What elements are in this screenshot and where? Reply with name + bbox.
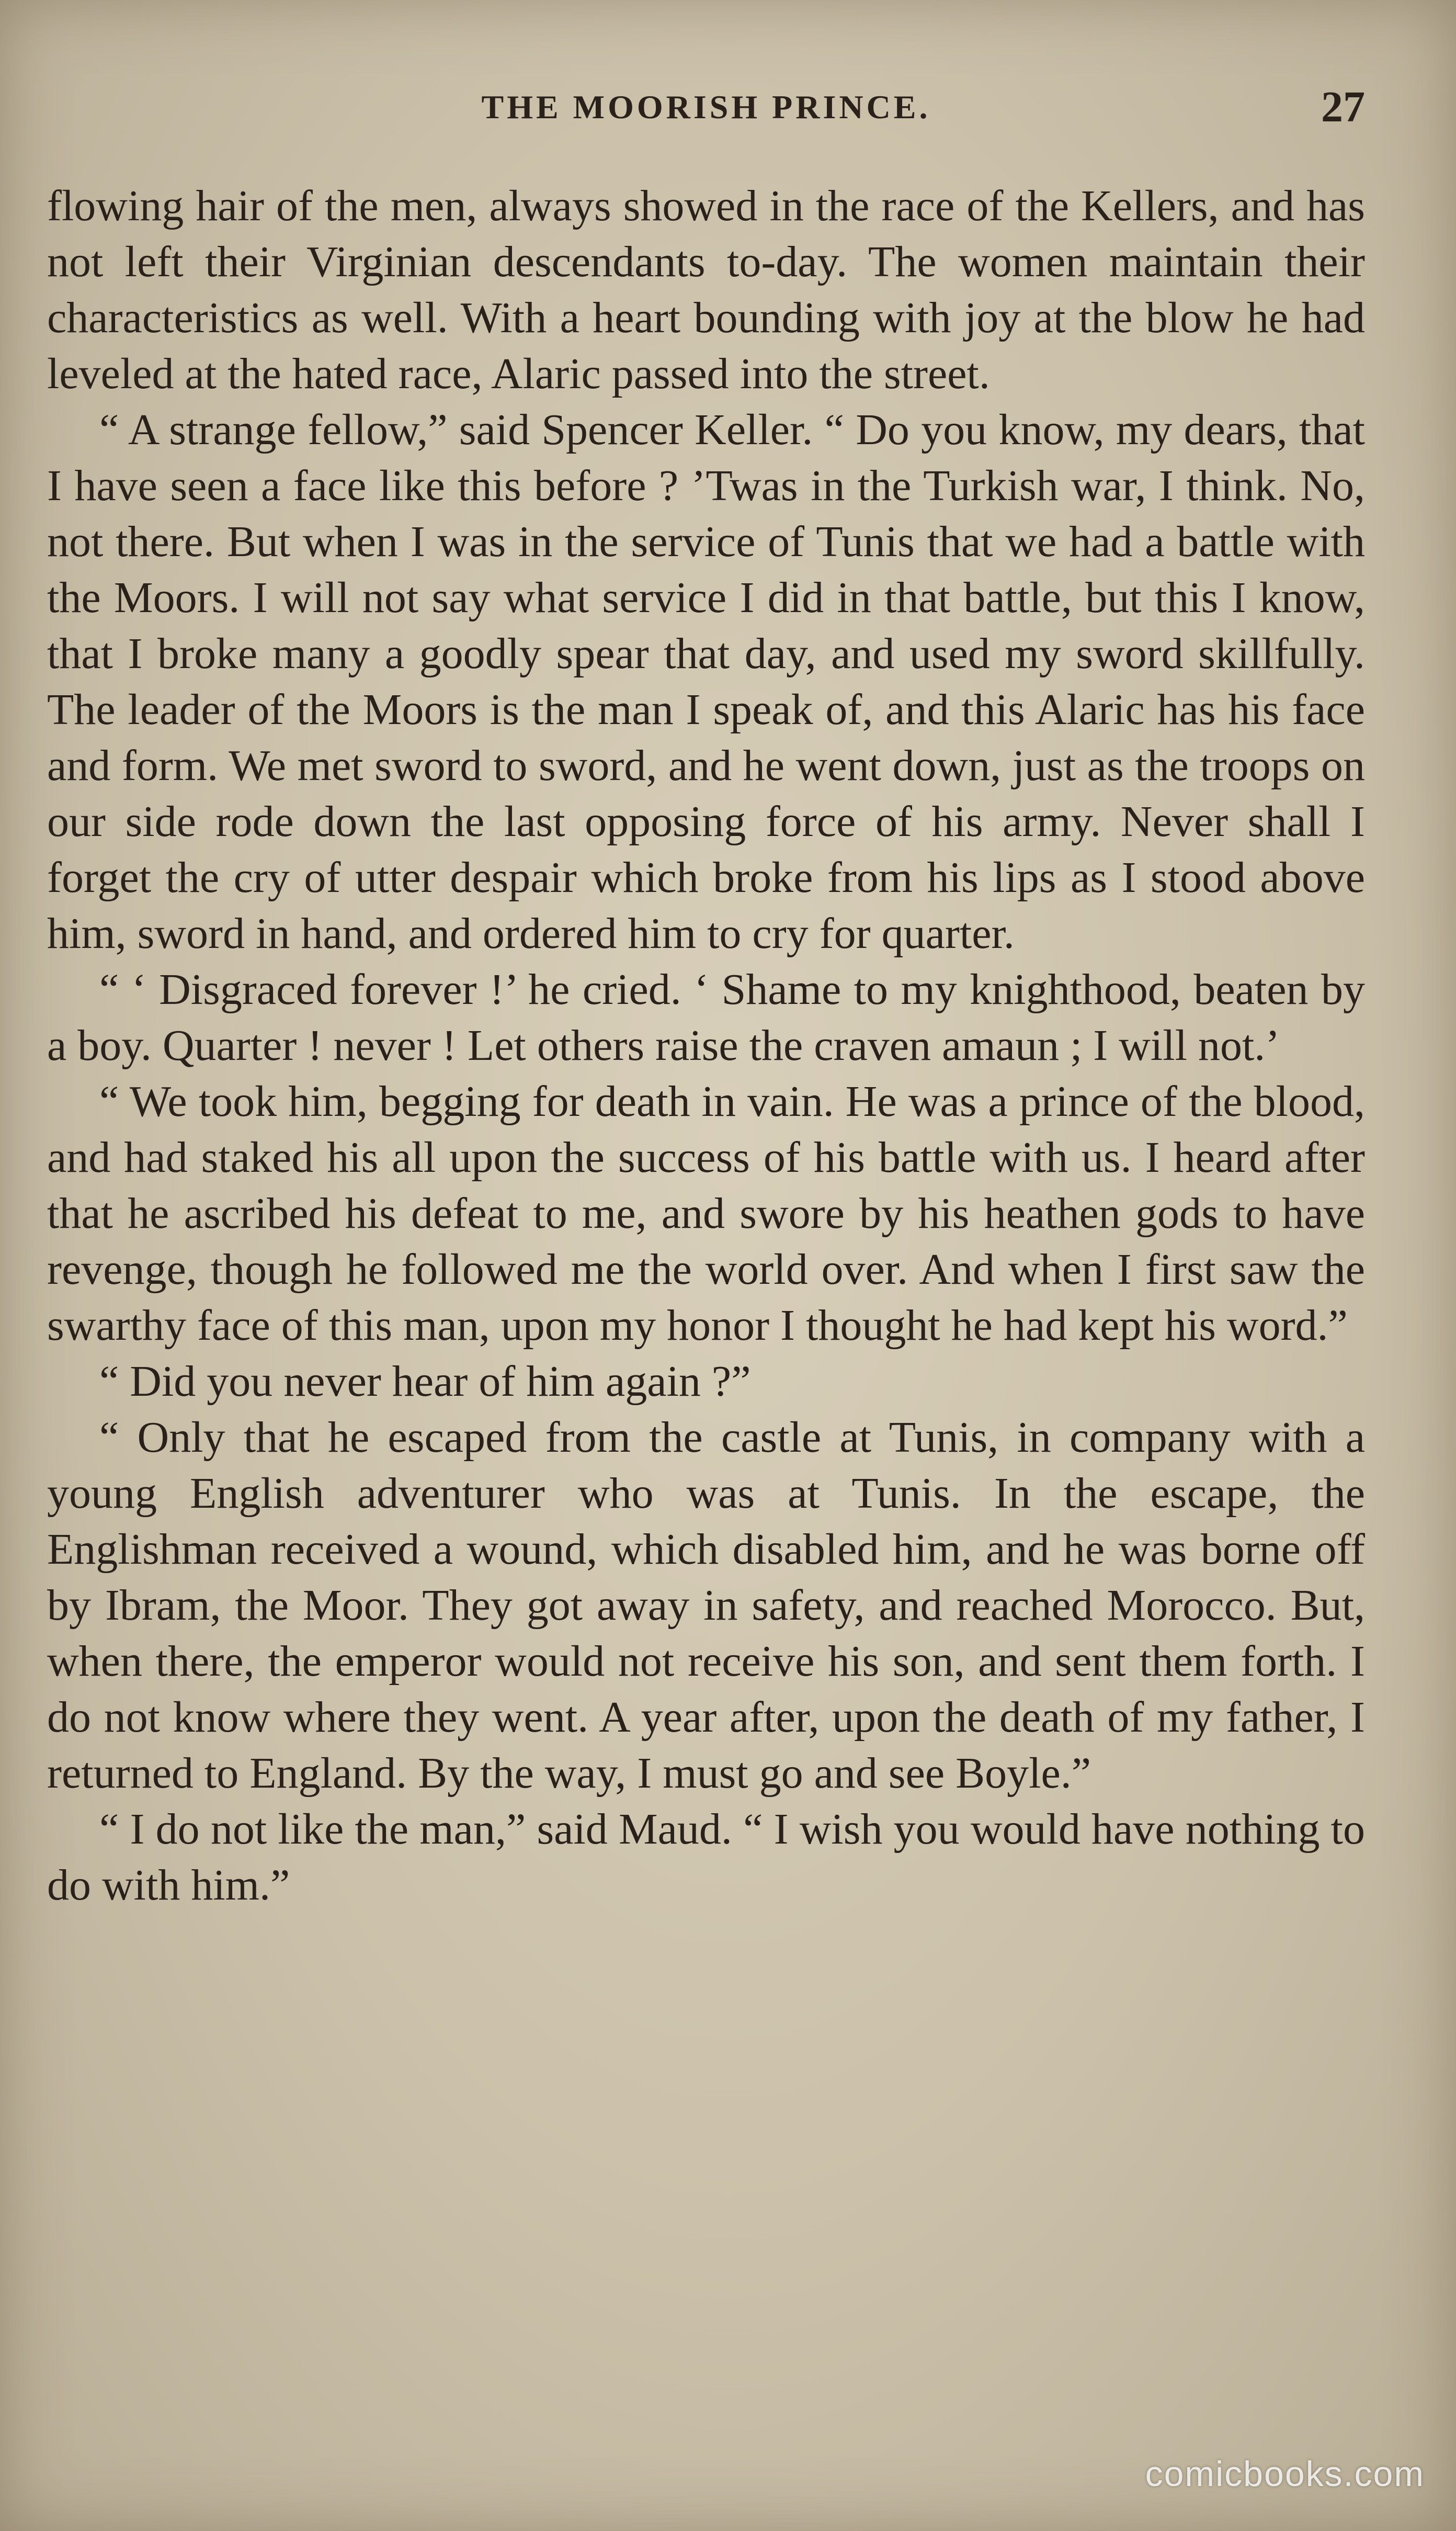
paragraph: “ Only that he escaped from the castle at Tunis, in company with a young English adventurer who was at Tunis. In the escape, the Englishman received a wound, which disabled him, and he was borne off by Ibram, the Moor. They got away in safety, and reached Morocco. But, when there, the emperor would not receive his son, and sent them forth. I do not know where they went. A year after, upon the death of my father, I returned to England. By the way, I must go and see Boyle.” bbox=[47, 1413, 1365, 1798]
paragraph: “ ‘ Disgraced forever !’ he cried. ‘ Shame to my knighthood, beaten by a boy. Quarter ! never ! Let others raise the craven amaun ; I will not.’ bbox=[47, 965, 1365, 1070]
paragraph: flowing hair of the men, always showed in the race of the Kellers, and has not left their Virginian descendants to-day. The women maintain their characteristics as well. With a heart bounding with joy at the blow he had leveled at the hated race, Alaric passed into the street. bbox=[47, 182, 1365, 398]
paragraph: “ I do not like the man,” said Maud. “ I wish you would have nothing to do with him.” bbox=[47, 1805, 1365, 1909]
paragraph: “ Did you never hear of him again ?” bbox=[99, 1357, 751, 1406]
page-number: 27 bbox=[1321, 83, 1365, 131]
page-header bbox=[47, 78, 1365, 136]
paragraph: “ We took him, begging for death in vain. He was a prince of the blood, and had staked his all upon the success of his battle with us. I heard after that he ascribed his defeat to me, and swore by his heathen gods to have revenge, though he followed me the world over. And when I first saw the swarthy face of this man, upon my honor I thought he had kept his word.” bbox=[47, 1077, 1365, 1350]
paragraph: “ A strange fellow,” said Spencer Keller. “ Do you know, my dears, that I have seen a face like this before ? ’Twas in the Turkish war, I think. No, not there. But when I was in the service of Tunis that we had a battle with the Moors. I will not say what service I did in that battle, but this I know, that I broke many a goodly spear that day, and used my sword skillfully. The leader of the Moors is the man I speak of, and this Alaric has his face and form. We met sword to sword, and he went down, just as the troops on our side rode down the last opposing force of his army. Never shall I forget the cry of utter despair which broke from his lips as I stood above him, sword in hand, and ordered him to cry for quarter. bbox=[47, 405, 1365, 958]
body-text bbox=[47, 178, 1365, 1913]
watermark: comicbooks.com bbox=[1145, 2454, 1425, 2494]
running-head: THE MOORISH PRINCE. bbox=[481, 88, 931, 126]
